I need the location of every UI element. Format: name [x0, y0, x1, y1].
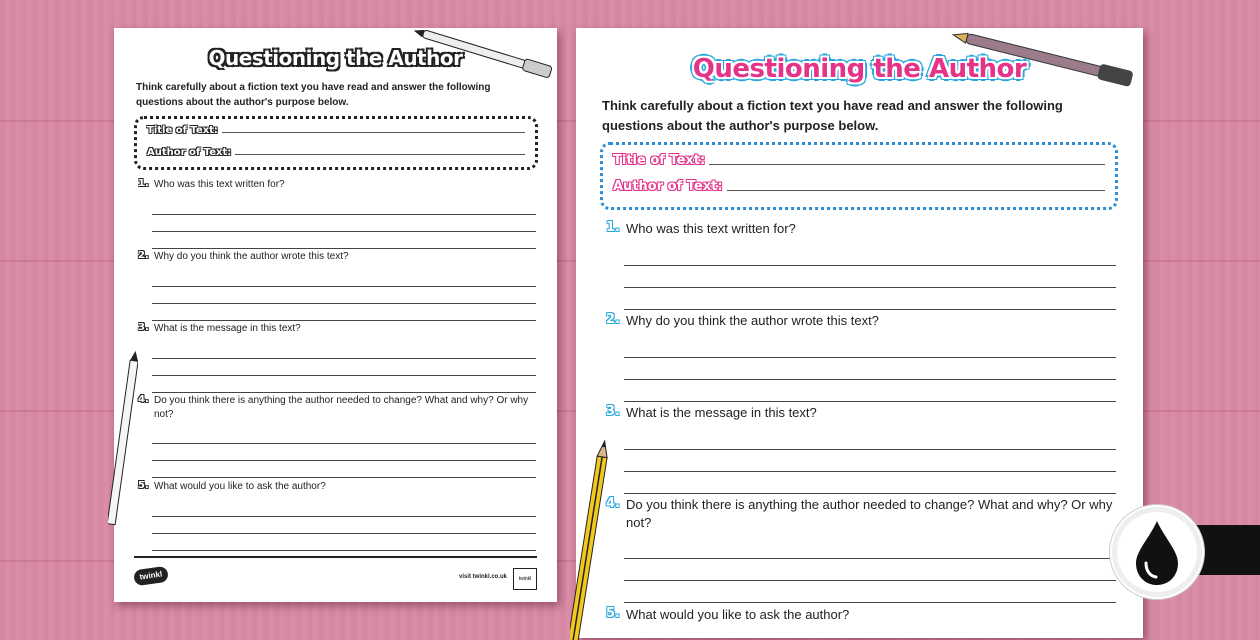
- question-1: 1. Who was this text written for?: [138, 178, 538, 249]
- answer-lines[interactable]: [152, 198, 536, 249]
- question-5: 5. What would you like to ask the author?: [138, 480, 538, 551]
- answer-lines[interactable]: [152, 427, 536, 478]
- title-field[interactable]: Title of Text:: [613, 153, 1105, 168]
- twinkl-logo-small: twinkl: [513, 568, 537, 590]
- pencil-icon: [570, 440, 610, 640]
- answer-lines[interactable]: [624, 428, 1116, 494]
- answer-lines[interactable]: [624, 244, 1116, 310]
- author-field[interactable]: Author of Text:: [147, 147, 525, 158]
- worksheet-intro: Think carefully about a fiction text you have read and answer the following questions about the author's purpose below.: [136, 82, 491, 108]
- info-box: [600, 142, 1118, 210]
- pen-icon: [410, 30, 570, 80]
- author-field[interactable]: Author of Text:: [613, 179, 1105, 194]
- question-1: 1. Who was this text written for?: [606, 220, 1126, 310]
- question-2: 2. Why do you think the author wrote this text?: [606, 312, 1126, 402]
- footer: [134, 556, 537, 598]
- worksheet-title: Questioning the Author: [208, 46, 463, 70]
- worksheet-bw: [114, 28, 557, 602]
- answer-lines[interactable]: [624, 336, 1116, 402]
- question-2: 2. Why do you think the author wrote this text?: [138, 250, 538, 321]
- ink-saver-button[interactable]: [1110, 505, 1204, 599]
- answer-lines[interactable]: [152, 270, 536, 321]
- answer-lines[interactable]: [152, 342, 536, 393]
- twinkl-logo: twinkl: [133, 566, 169, 587]
- ink-tab[interactable]: [1196, 525, 1260, 575]
- pencil-icon: [108, 350, 138, 530]
- ink-drop-icon: [1112, 507, 1202, 597]
- worksheet-title: Questioning the Author: [692, 54, 1027, 84]
- footer-url: visit twinkl.co.uk: [458, 574, 507, 580]
- question-3: 3. What is the message in this text?: [138, 322, 538, 393]
- answer-lines[interactable]: [152, 500, 536, 551]
- question-3: 3. What is the message in this text?: [606, 404, 1126, 494]
- answer-lines[interactable]: [624, 537, 1116, 603]
- worksheet-intro: Think carefully about a fiction text you have read and answer the following questions about the author's purpose below.: [602, 98, 1063, 133]
- pen-icon: [950, 30, 1150, 90]
- question-4: 4. Do you think there is anything the author needed to change? What and why? Or why not?: [138, 394, 538, 478]
- info-box: [134, 116, 538, 170]
- question-5: 5. What would you like to ask the author?: [606, 606, 850, 622]
- title-field[interactable]: Title of Text:: [147, 125, 525, 136]
- question-4: 4. Do you think there is anything the author needed to change? What and why? Or why not?: [606, 496, 1126, 603]
- worksheet-color: [576, 28, 1143, 638]
